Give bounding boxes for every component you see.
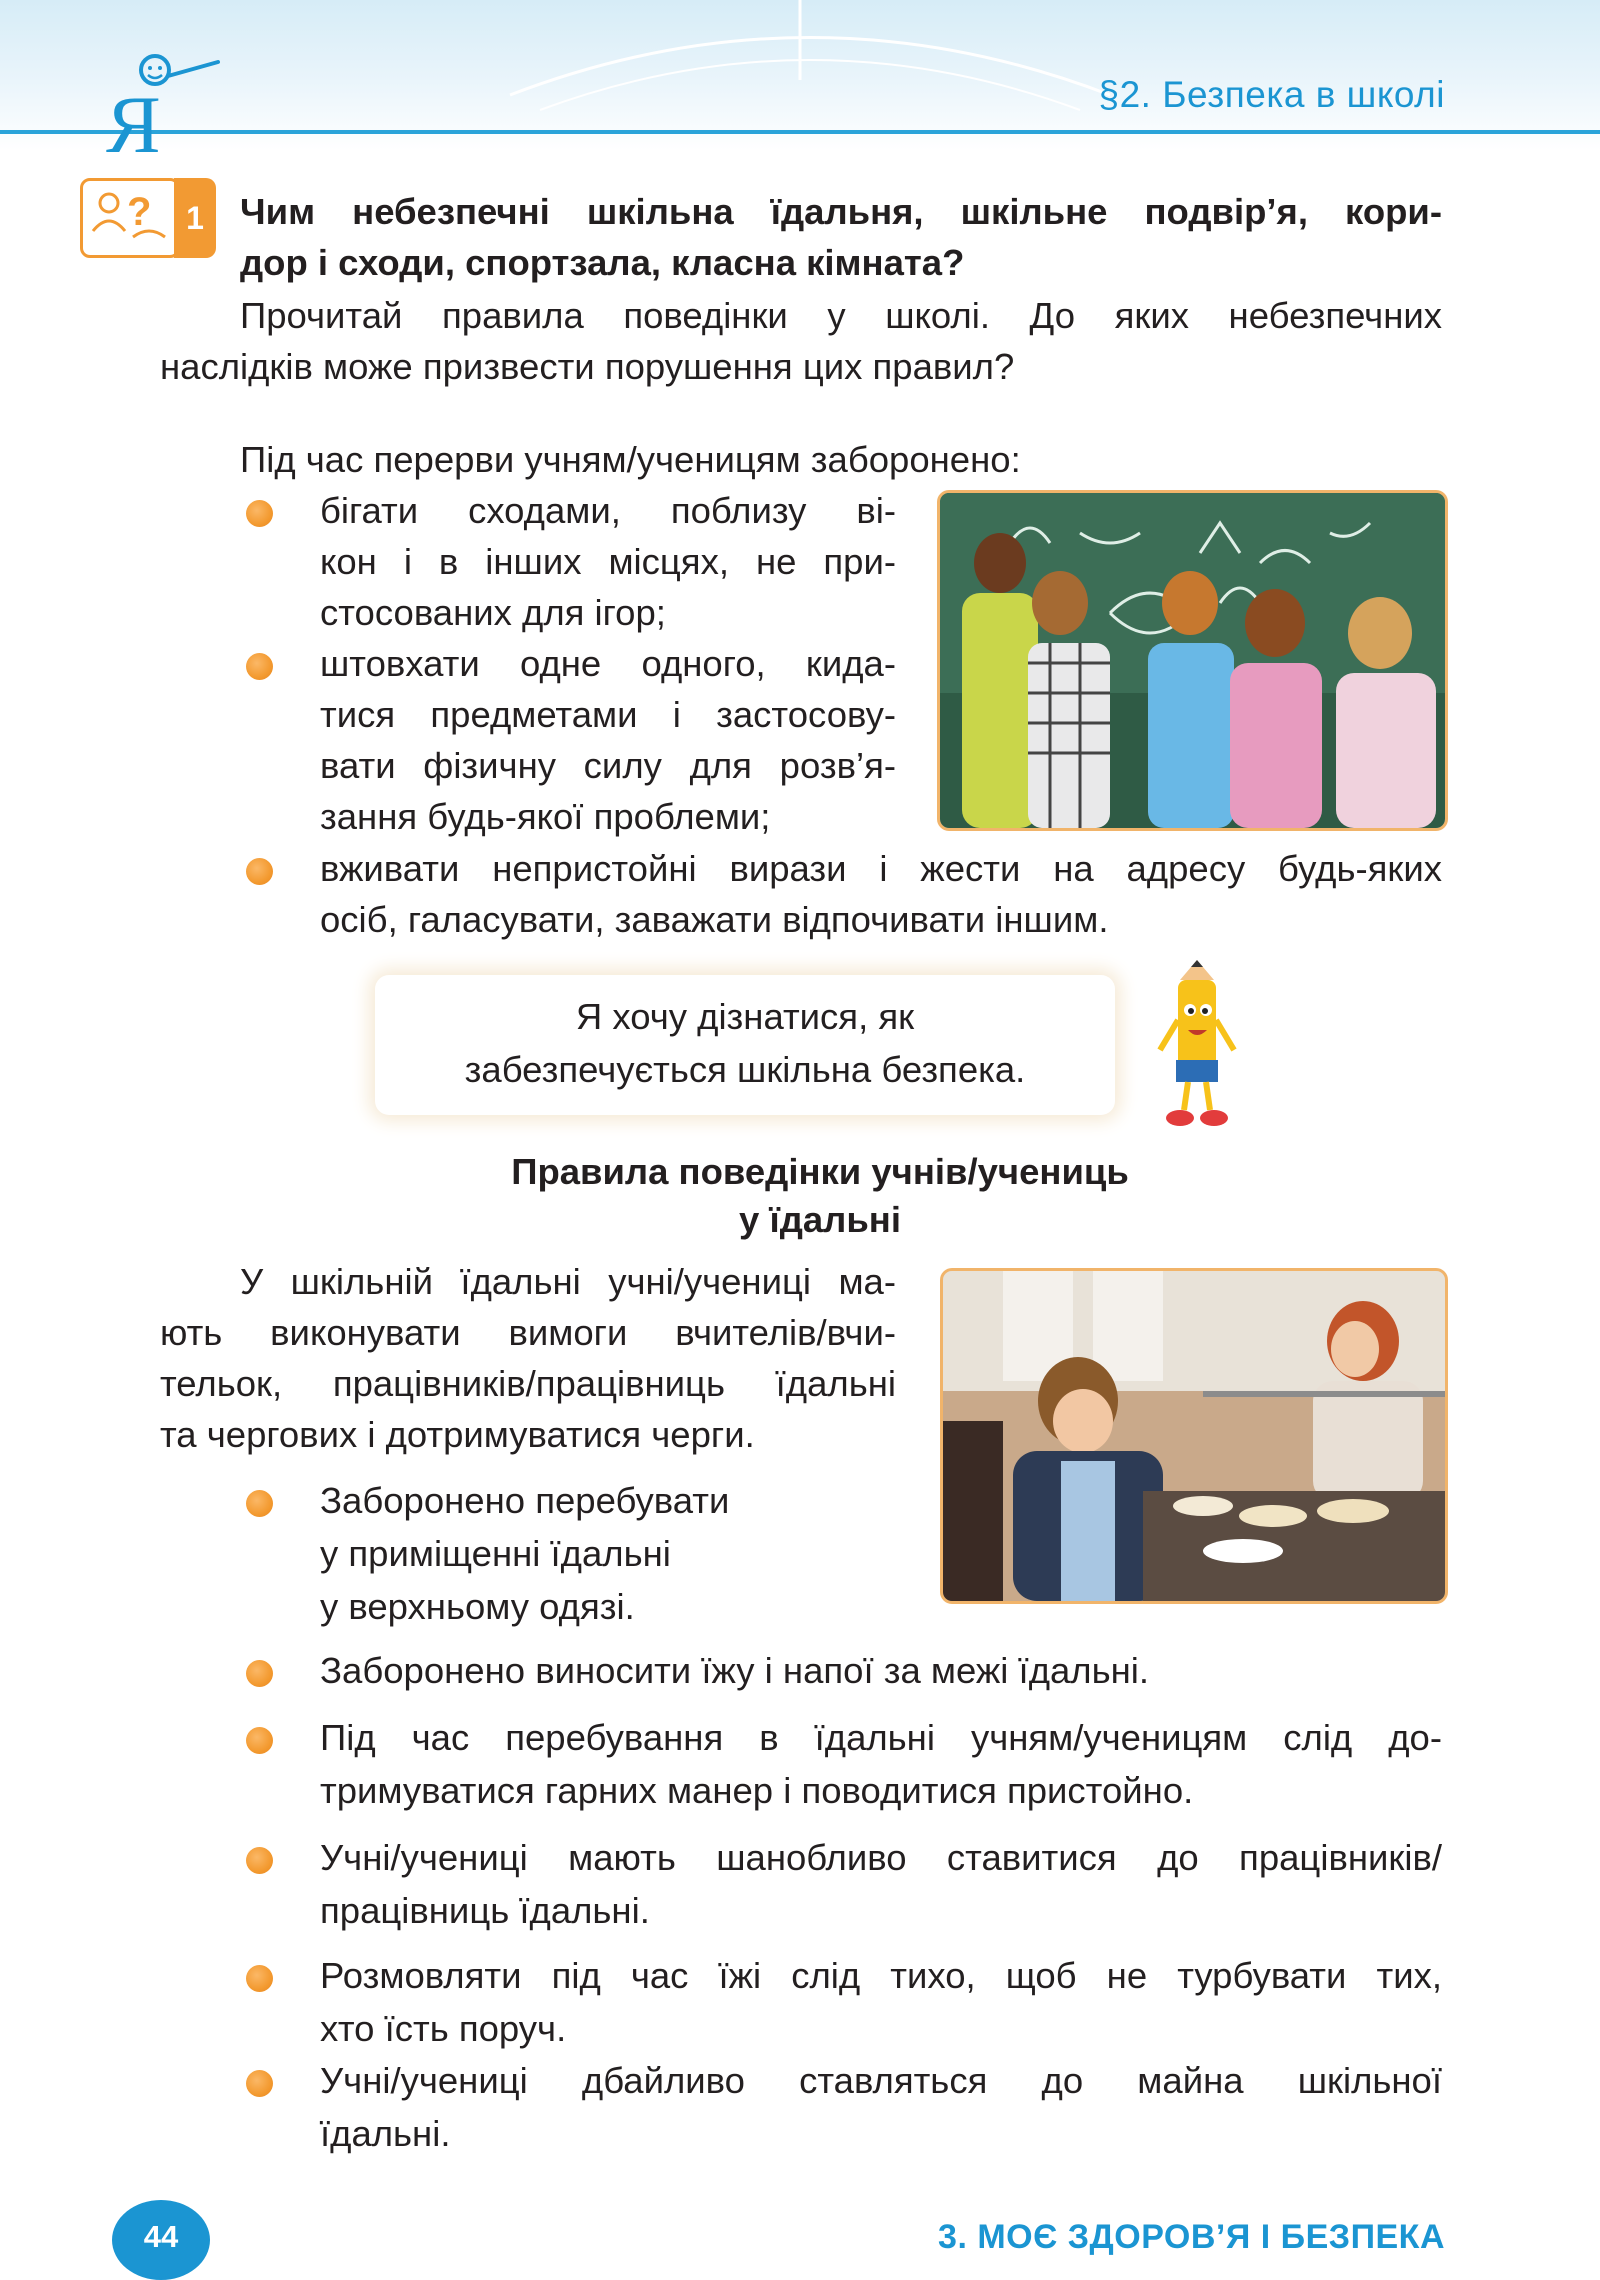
recess-item-2-line-3: вати фізичну силу для розв’я- <box>320 745 896 786</box>
classroom-photo <box>937 490 1448 831</box>
recess-item-1-line-2: кон і в інших місцях, не при- <box>320 541 896 582</box>
bullet-icon <box>246 858 273 885</box>
canteen-item-4-line-2: працівниць їдальні. <box>320 1890 650 1931</box>
canteen-item-5-line-1: Розмовляти під час їжі слід тихо, щоб не турбувати тих, <box>320 1955 1442 1996</box>
bullet-icon <box>246 500 273 527</box>
canteen-paragraph-line-4: та чергових і дотримуватися черги. <box>160 1414 755 1455</box>
svg-text:?: ? <box>127 190 152 234</box>
recess-item-3-line-1: вживати непристойні вирази і жести на адресу будь-яких <box>320 848 1442 889</box>
recess-item-2-line-2: тися предметами і застосову- <box>320 694 896 735</box>
recess-item-1-line-3: стосованих для ігор; <box>320 592 666 633</box>
canteen-paragraph-line-2: ють виконувати вимоги вчителів/вчи- <box>160 1312 896 1353</box>
bullet-icon <box>246 1847 273 1874</box>
recess-intro: Під час перерви учням/ученицям заборонено: <box>240 439 1021 480</box>
bullet-icon <box>246 1490 273 1517</box>
question-prompt-line-1: Прочитай правила поведінки у школі. До яких небезпечних <box>240 295 1442 336</box>
header-rule <box>0 130 1600 134</box>
discussion-icon-box <box>80 178 180 258</box>
canteen-paragraph-line-1: У шкільній їдальні учні/учениці ма- <box>240 1261 896 1302</box>
canteen-item-1-line-2: у приміщенні їдальні <box>320 1533 671 1574</box>
canteen-item-1-line-1: Заборонено перебувати <box>320 1480 730 1521</box>
canteen-item-1-line-3: у верхньому одязі. <box>320 1586 635 1627</box>
recess-item-2-line-4: зання будь-якої проблеми; <box>320 796 771 837</box>
page-number: 44 <box>112 2200 210 2280</box>
question-title-line-1: Чим небезпечні шкільна їдальня, шкільне подвір’я, кори- <box>240 191 1442 232</box>
canteen-heading <box>400 1148 1240 1244</box>
question-badge <box>80 178 216 256</box>
canteen-photo <box>940 1268 1448 1604</box>
discussion-icon <box>83 181 177 255</box>
canteen-item-3-line-2: тримуватися гарних манер і поводитися пристойно. <box>320 1770 1194 1811</box>
section-title: §2. Безпека в школі <box>1098 74 1445 115</box>
bullet-icon <box>246 1965 273 1992</box>
canteen-item-6-line-2: їдальні. <box>320 2113 451 2154</box>
speech-bubble-line-1: Я хочу дізнатися, як <box>575 996 915 1037</box>
question-number: 1 <box>174 178 216 258</box>
recess-item-2-line-1: штовхати одне одного, кида- <box>320 643 896 684</box>
pencil-mascot-icon <box>1150 960 1245 1135</box>
question-prompt-line-2: наслідків може призвести порушення цих правил? <box>160 346 1015 387</box>
bullet-icon <box>246 1660 273 1687</box>
canteen-item-5-line-2: хто їсть поруч. <box>320 2008 567 2049</box>
question-title-line-2: дор і сходи, спортзала, класна кімната? <box>240 242 965 283</box>
header-decoration <box>500 0 1120 130</box>
canteen-item-3-line-1: Під час перебування в їдальні учням/ученицям слід до- <box>320 1717 1442 1758</box>
canteen-item-4-line-1: Учні/учениці мають шанобливо ставитися до працівників/ <box>320 1837 1442 1878</box>
bullet-icon <box>246 1727 273 1754</box>
canteen-item-2-line-1: Заборонено виносити їжу і напої за межі їдальні. <box>320 1650 1150 1691</box>
canteen-heading-line-1: Правила поведінки учнів/учениць <box>511 1151 1129 1192</box>
bullet-icon <box>246 2070 273 2097</box>
recess-item-1-line-1: бігати сходами, поблизу ві- <box>320 490 896 531</box>
canteen-heading-line-2: у їдальні <box>739 1199 901 1240</box>
logo-letter: Я <box>106 79 161 160</box>
speech-bubble-text <box>375 990 1115 1096</box>
chapter-title: 3. МОЄ ЗДОРОВ’Я І БЕЗПЕКА <box>938 2218 1445 2256</box>
speech-bubble-line-2: забезпечується шкільна безпека. <box>464 1049 1026 1090</box>
recess-item-3-line-2: осіб, галасувати, заважати відпочивати іншим. <box>320 899 1109 940</box>
logo-icon <box>100 50 220 160</box>
canteen-item-6-line-1: Учні/учениці дбайливо ставляться до майна шкільної <box>320 2060 1442 2101</box>
bullet-icon <box>246 653 273 680</box>
canteen-paragraph-line-3: тельок, працівників/працівниць їдальні <box>160 1363 896 1404</box>
